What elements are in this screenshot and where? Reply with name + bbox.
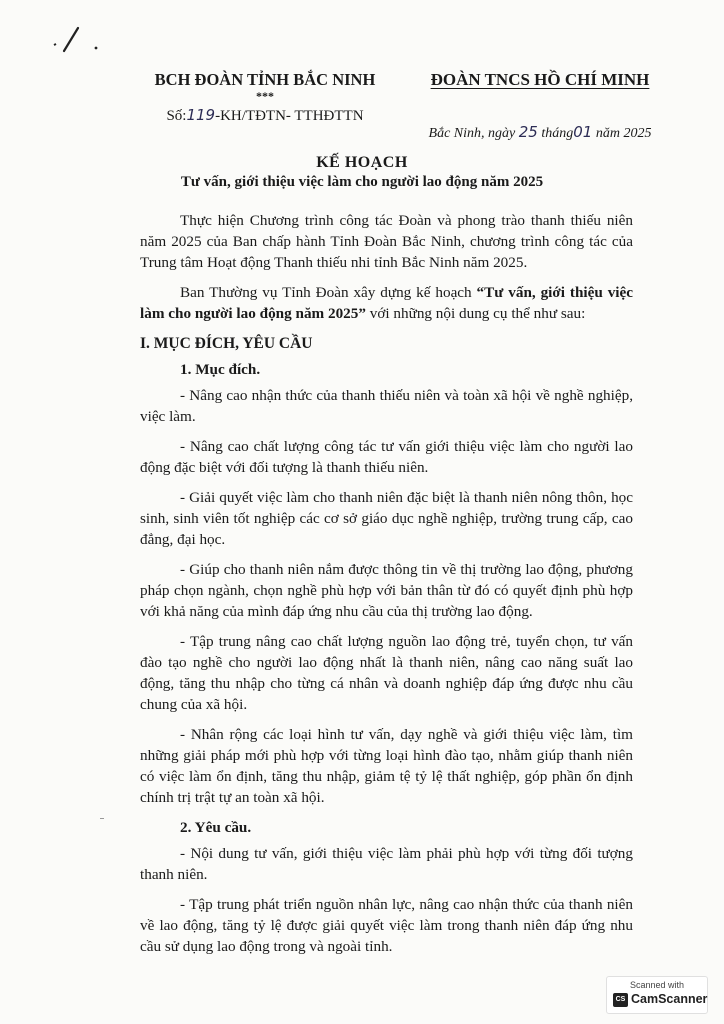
handwritten-month: 01 [573,123,593,141]
requirement-heading: 2. Yêu cầu. [180,819,252,836]
list-item: - Giúp cho thanh niên nắm được thông tin về thị trường lao động, phương pháp chọn ngành, chọn nghề phù hợp với bản thân từ đó có quyết định phù hợp với khả năng của mình đáp ứng nhu cầu của thị trường lao động. [140,561,633,620]
document-date: Bắc Ninh, ngày 25 tháng01 năm 2025 [428,123,652,141]
purpose-heading: 1. Mục đích. [180,361,261,378]
document-title: KẾ HOẠCH [316,154,408,171]
camscanner-name: CamScanner [631,992,708,1006]
camscanner-watermark [606,976,708,1014]
list-item: - Tập trung nâng cao chất lượng nguồn lao động trẻ, tuyển chọn, tư vấn đào tạo nghề cho người lao động nhất là thanh niên, nâng cao năng suất lao động, tăng thu nhập cho từng cá nhân và doanh nghiệp đáp ứng được nhu cầu chung của xã hội. [140,633,633,713]
handwritten-mark [46,24,106,54]
intro-paragraph-plan: Ban Thường vụ Tỉnh Đoàn xây dựng kế hoạch “Tư vấn, giới thiệu việc làm cho người lao động năm 2025” với những nội dung cụ thể như sau: [140,284,633,322]
list-item: - Nâng cao nhận thức của thanh thiếu niên và toàn xã hội về nghề nghiệp, việc làm. [140,387,633,425]
header-left [150,70,380,125]
camscanner-logo-icon: CS [613,993,628,1007]
section-heading: I. MỤC ĐÍCH, YÊU CẦU [140,335,313,352]
handwritten-number: 119 [186,106,216,124]
list-item: - Nâng cao chất lượng công tác tư vấn giới thiệu việc làm cho người lao động đặc biệt với đối tượng là thanh thiếu niên. [140,438,633,476]
intro-paragraph: Thực hiện Chương trình công tác Đoàn và phong trào thanh thiếu niên năm 2025 của Ban chấp hành Tỉnh Đoàn Bắc Ninh, chương trình công tác của Trung tâm Hoạt động Thanh thiếu nhi tỉnh Bắc Ninh năm 2025. [140,212,633,271]
left-organization: BCH ĐOÀN TỈNH BẮC NINH [154,70,376,89]
list-item: - Nội dung tư vấn, giới thiệu việc làm phải phù hợp với từng đối tượng thanh niên. [140,845,633,883]
document-body [140,210,633,966]
document-subtitle: Tư vấn, giới thiệu việc làm cho người lao động năm 2025 [180,174,544,190]
header-right [420,70,660,142]
document-number: Số:119-KH/TĐTN- TTHĐTTN [166,106,364,124]
scan-artifact [100,818,104,819]
stars-separator: *** [256,89,274,103]
scanned-with-label: Scanned with [629,980,685,990]
handwritten-day: 25 [518,123,538,141]
list-item: - Giải quyết việc làm cho thanh niên đặc biệt là thanh niên nông thôn, học sinh, sinh viên tốt nghiệp các cơ sở giáo dục nghề nghiệp, trường trung cấp, cao đẳng, đại học. [140,489,633,548]
list-item: - Nhân rộng các loại hình tư vấn, dạy nghề và giới thiệu việc làm, tìm những giải pháp mới phù hợp với từng loại hình đào tạo, nhằm giúp thanh niên có việc làm ổn định, tăng thu nhập, giảm tệ tỷ lệ thất nghiệp, góp phần ổn định chính trị trật tự an toàn xã hội. [140,726,633,806]
right-organization: ĐOÀN TNCS HỒ CHÍ MINH [430,70,650,89]
list-item: - Tập trung phát triển nguồn nhân lực, nâng cao nhận thức của thanh niên về lao động, tăng tỷ lệ được giải quyết việc làm trong thanh niên đáp ứng nhu cầu sử dụng lao động trong và ngoài tỉnh. [140,896,633,955]
